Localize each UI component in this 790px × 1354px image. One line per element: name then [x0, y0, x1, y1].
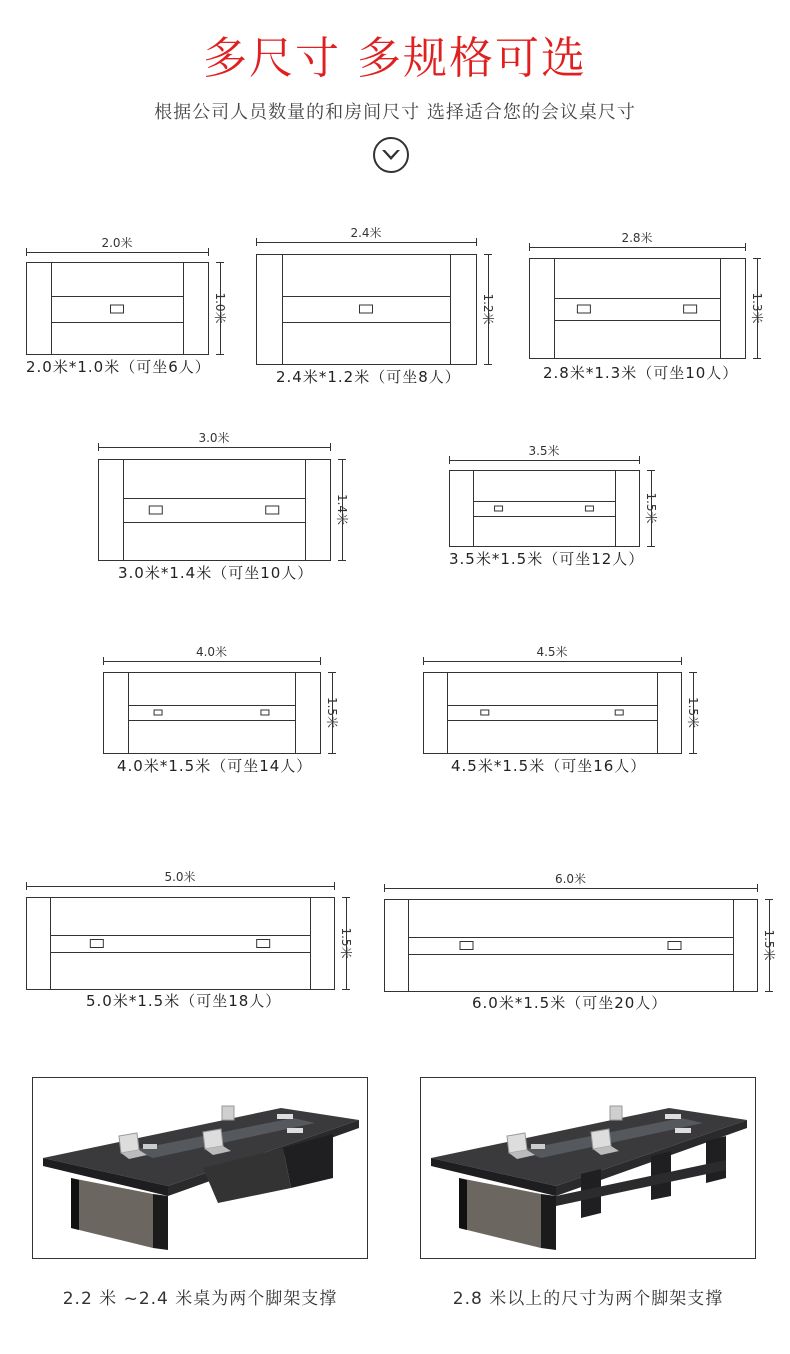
table-outline: [385, 900, 758, 992]
laptop-icon: [610, 1106, 622, 1120]
table-photo-illustration: [33, 1078, 367, 1258]
width-label: 5.0米: [164, 870, 196, 884]
power-outlet: [143, 1144, 157, 1149]
width-label: 3.0米: [198, 431, 230, 445]
table-photo-illustration: [421, 1078, 755, 1258]
table-size-caption: 2.0米*1.0米（可坐6人）: [26, 358, 211, 376]
laptop-icon: [119, 1133, 139, 1153]
width-label: 4.0米: [195, 645, 228, 659]
laptop-icon: [507, 1133, 527, 1153]
page-title: 多尺寸 多规格可选: [203, 33, 587, 84]
leg-edge: [459, 1178, 467, 1230]
width-label: 6.0米: [554, 872, 587, 886]
depth-label: 1.2米: [481, 293, 496, 325]
width-label: 4.5米: [536, 645, 568, 659]
photo-caption-two-legs: 2.2 米 ~2.4 米桌为两个脚架支撑: [62, 1289, 338, 1309]
depth-label: 1.4米: [335, 493, 350, 526]
leg-edge: [541, 1194, 556, 1250]
depth-label: 1.0米: [213, 292, 228, 324]
depth-label: 1.5米: [762, 929, 777, 961]
power-outlet: [531, 1144, 545, 1149]
table-size-caption: 4.0米*1.5米（可坐14人）: [117, 757, 313, 775]
power-outlet: [460, 942, 473, 950]
page-subtitle: 根据公司人员数量的和房间尺寸 选择适合您的会议桌尺寸: [154, 102, 636, 123]
laptop-icon: [203, 1129, 223, 1149]
power-outlet: [277, 1114, 293, 1119]
leg-edge: [153, 1194, 168, 1250]
table-size-caption: 2.4米*1.2米（可坐8人）: [276, 368, 461, 386]
laptop-icon: [591, 1129, 611, 1149]
power-outlet: [675, 1128, 691, 1133]
table-size-caption: 4.5米*1.5米（可坐16人）: [451, 757, 647, 775]
table-size-caption: 6.0米*1.5米（可坐20人）: [472, 994, 668, 1012]
width-label: 2.4米: [350, 226, 382, 240]
depth-label: 1.3米: [750, 292, 765, 324]
photo-caption-three-legs: 2.8 米以上的尺寸为两个脚架支撑: [452, 1289, 724, 1309]
laptop-icon: [222, 1106, 234, 1120]
center-strip: [409, 938, 734, 955]
width-label: 3.5米: [528, 444, 560, 458]
width-label: 2.8米: [621, 231, 653, 245]
power-outlet: [665, 1114, 681, 1119]
leg-edge: [71, 1178, 79, 1230]
width-label: 2.0米: [101, 236, 133, 250]
table-size-caption: 3.0米*1.4米（可坐10人）: [118, 564, 314, 582]
photo-three-legs: [420, 1077, 756, 1259]
table-size-caption: 3.5米*1.5米（可坐12人）: [449, 550, 645, 568]
depth-label: 1.5米: [339, 927, 354, 959]
photo-two-legs: [32, 1077, 368, 1259]
power-outlet: [668, 942, 681, 950]
depth-label: 1.5米: [686, 696, 701, 729]
table-size-caption: 2.8米*1.3米（可坐10人）: [543, 364, 739, 382]
table-size-caption: 5.0米*1.5米（可坐18人）: [86, 992, 282, 1010]
depth-label: 1.5米: [325, 696, 340, 729]
depth-label: 1.5米: [644, 492, 659, 524]
power-outlet: [287, 1128, 303, 1133]
rear-leg: [706, 1136, 726, 1183]
